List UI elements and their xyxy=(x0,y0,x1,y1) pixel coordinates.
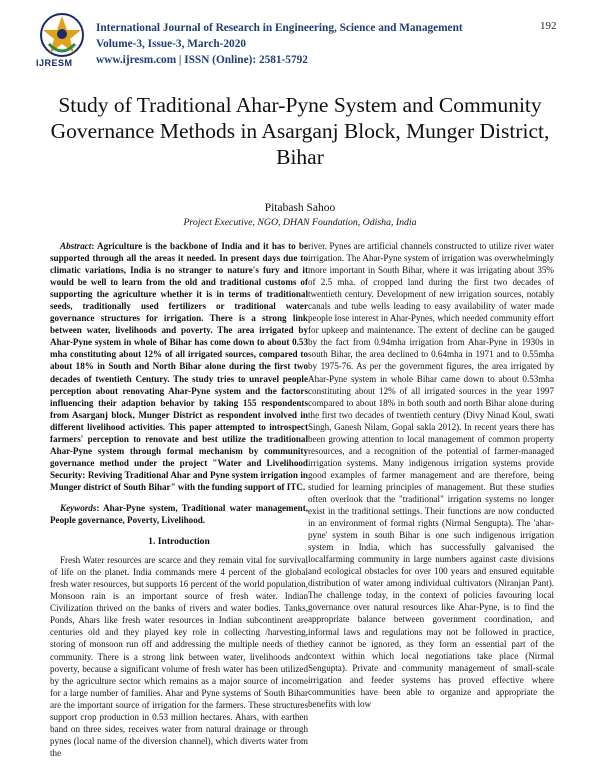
keywords xyxy=(50,502,308,526)
paper-title: Study of Traditional Ahar-Pyne System and Community Governance Methods in Asarganj Block, Munger District, Bihar xyxy=(50,93,550,169)
abstract-label: Abstract xyxy=(60,241,92,251)
page-number: 192 xyxy=(540,20,557,32)
author-name: Pitabash Sahoo xyxy=(264,202,336,214)
author-affiliation: Project Executive, NGO, DHAN Foundation, Odisha, India xyxy=(183,217,417,228)
right-column xyxy=(308,240,554,710)
journal-website: www.ijresm.com | ISSN (Online): 2581-5792 xyxy=(96,54,308,66)
left-column xyxy=(50,240,308,759)
section-heading: 1. Introduction xyxy=(148,536,210,548)
abstract-text: : Agriculture is the backbone of India and it has to be supported through all the areas it needed. In present days due to climatic variations, India is no stranger to nature's fury and it would be well to learn from the old and traditional customs of supporting the agriculture whether it is in terms of traditional seeds, traditionally used fertilizers or traditional water governance structures for irrigation. There is a strong link between water, livelihoods and poverty. The area irrigated by Ahar-Pyne system in whole of Bihar has come down to about 0.53 mha constituting about 12% of all irrigated sources, compared to about 18% in South and North Bihar alone during the first two decades of twentieth Century. The study tries to unravel people perception about renovating Ahar-Pyne system and the factors influencing their adaption behavior by taking 155 respondents from Asarganj block, Munger District as respondent involved in different livelihood activities. This paper attempted to introspect farmers' perception to renovate and best utilize the traditional Ahar-Pyne system through formal mechanism by community governance method under the project "Water and Livelihood Security: Reviving Traditional Ahar and Pyne system irrigation in Munger district of South Bihar" with the funding support of ITC. xyxy=(50,241,308,492)
logo-text: IJRESM xyxy=(36,58,73,68)
keywords-text: : Ahar-Pyne system, Traditional water management, People governance, Poverty, Livelihood. xyxy=(50,502,308,526)
journal-name: International Journal of Research in Engineering, Science and Management xyxy=(96,22,463,34)
ijresm-logo-icon xyxy=(37,10,87,62)
keywords-label: Keywords xyxy=(60,502,97,513)
journal-volume: Volume-3, Issue-3, March-2020 xyxy=(96,38,246,50)
right-column-text: river. Pynes are artificial channels constructed to utilize river water irrigation. The Ahar-Pyne system of irrigation was overwhelmingly more important in South Bihar, where it was irrigating about 35% of 2.5 mha. of cropped land during the first two decades of twentieth century. Development of new irrigation sources, notably canals and tube wells leading to easy availability of water made people lose interest in Ahar-Pynes, which needed community effort for upkeep and maintenance. The extent of decline can be gauged by the fact from 0.94mha irrigation from Ahar-Pyne in 1930s in south Bihar, the area declined to 0.64mha in 1971 and to 0.55mha by 1975-76. As per the government figures, the area irrigated by Ahar-Pyne system in whole Bihar came down to about 0.53mha constituting about 12% of all irrigated sources in the year 1997 compared to about 18% in both south and north Bihar alone during the first two decades of twentieth century (Divy Ninad Koul, swati Singh, Ganesh Nilam, Gopal sakla 2012). In recent years there has been growing attention to local management of common property resources, and a recognition of the potential of farmer-managed irrigation systems. Many indigenous irrigation systems provide good examples of farmer management and are therefore, being studied for learning principles of management. But these studies often overlook that the "traditional" irrigation systems no longer exist in the traditional settings. Their functions are now conducted in an environment of formal rights (Nirmal Sengupta). The 'ahar-pyne' system in south Bihar is one such indigenous irrigation system in India, which has successfully galvanised the localfarming community in large numbers against caste divisions and ecological obstacles for over 100 years and ensured equitable distribution of water among individual cultivators (Niranjan Pant). The challenge today, in the context of policies favouring local governance over natural resources like Ahar-Pyne, is to find the appropriate balance between government coordination, and informal laws and regulations may not be followed in practice, they cannot be ignored, as they form an essential part of the context within which local negotiations take place (Nirmal Sengupta). Private and community management of small-scale irrigation and feeder systems has proved effective where communities have been able to organize and appropriate the benefits with low xyxy=(308,241,554,709)
abstract xyxy=(50,240,308,493)
intro-paragraph: Fresh Water resources are scarce and they remain vital for survival of life on the planet. India commands mere 4 percent of the global fresh water resources, but supports 16 percent of the world population, Monsoon rain is an important source of fresh water. Indian Civilization thrived on the banks of rivers and water bodies. Tanks, Ponds, Ahars like fresh water resources in Indian subcontinent are centuries old and they played key role in collecting /harvesting, storing of monsoon run off and addressing the multiple needs of the community. There is a strong link between water, livelihoods and poverty, because a significant volume of fresh water has been utilized by the agriculture sector which remains as a major source of income for a large number of families. Ahar and Pyne systems of South Bihar are the important source of irrigation for the farmers. These structures support crop production in 0.53 million hectares. Ahars, with earthen band on three sides, receives water from natural drainage or through pynes (local name of the diversion channel), which diverts water from the xyxy=(50,555,308,758)
journal-header xyxy=(96,20,463,68)
